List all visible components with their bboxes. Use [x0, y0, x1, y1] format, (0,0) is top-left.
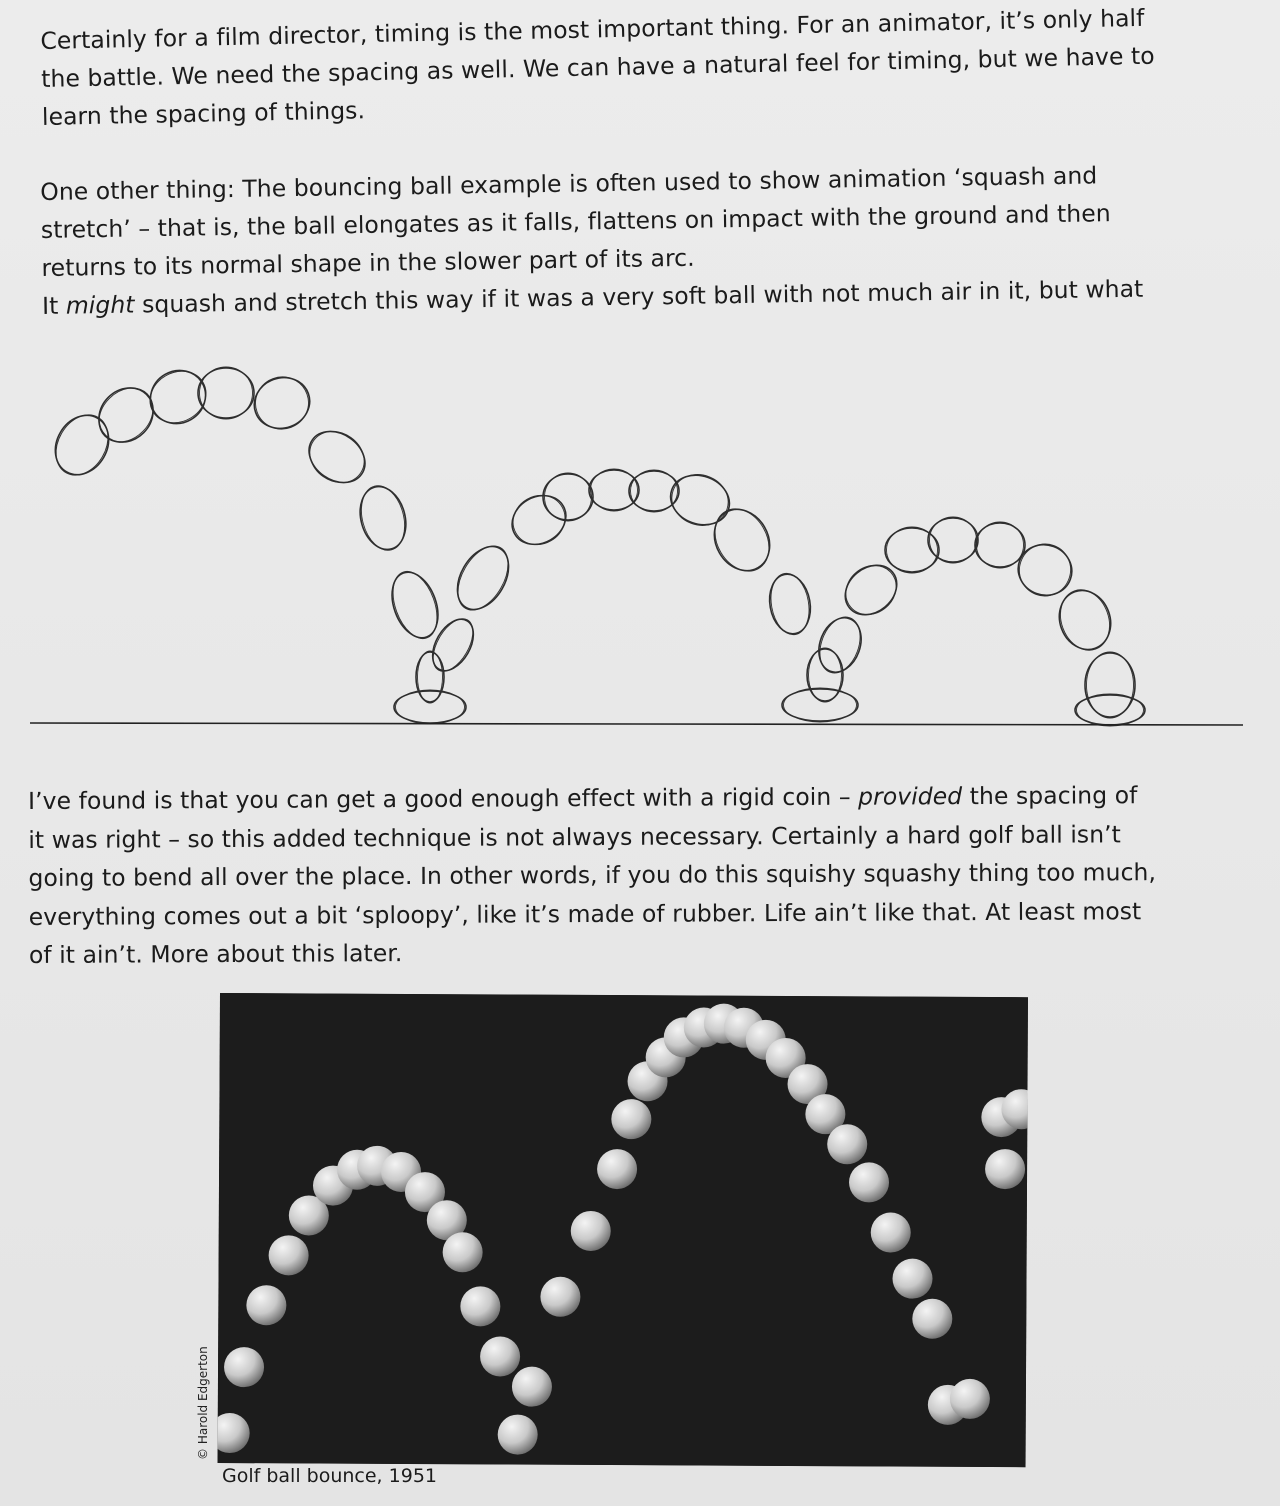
- golf-ball: [512, 1367, 552, 1407]
- sketched-ball: [809, 648, 842, 702]
- sketched-ball: [300, 421, 374, 493]
- sketched-ball: [141, 361, 216, 432]
- golf-ball: [540, 1277, 580, 1317]
- golf-ball: [571, 1211, 611, 1251]
- golf-ball: [224, 1347, 264, 1387]
- sketched-ball: [703, 499, 780, 580]
- ground-line: [30, 723, 1243, 725]
- golf-ball: [460, 1286, 500, 1326]
- golf-ball: [892, 1259, 932, 1299]
- sketched-ball: [425, 612, 481, 678]
- golf-ball: [443, 1232, 483, 1272]
- sketched-ball: [704, 499, 779, 581]
- paragraph-rigid-coin: [28, 776, 1156, 974]
- sketched-ball: [1077, 694, 1144, 726]
- sketched-ball: [384, 566, 447, 644]
- text-line: stretch’ – that is, the ball elongates as it falls, flattens on impact with the ground and then: [40, 199, 1111, 244]
- sketched-ball: [45, 406, 119, 485]
- sketched-ball: [1012, 537, 1078, 603]
- text-segment: It: [41, 291, 67, 320]
- text-segment: squash and stretch this way if it was a very soft ball with not much air in it, but what: [134, 274, 1144, 319]
- text-line: learn the spacing of things.: [41, 96, 366, 131]
- sketched-ball: [46, 406, 119, 485]
- text-line: One other thing: The bouncing ball example is often used to show animation ‘squash and: [40, 161, 1098, 206]
- golf-ball: [597, 1149, 637, 1189]
- golf-ball: [269, 1235, 309, 1275]
- sketched-ball: [1051, 583, 1119, 656]
- sketched-ball: [812, 612, 869, 678]
- sketched-ball: [355, 481, 412, 555]
- sketched-ball: [784, 688, 857, 722]
- golf-ball: [611, 1099, 651, 1139]
- italic-emphasis: provided: [858, 782, 963, 811]
- sketched-ball: [1011, 537, 1079, 602]
- sketched-ball: [977, 522, 1024, 568]
- golf-ball: [912, 1299, 952, 1339]
- sketched-ball: [247, 370, 317, 436]
- text-line: going to bend all over the place. In other words, if you do this squishy squashy thing too much,: [28, 858, 1157, 892]
- sketched-ball: [1087, 652, 1134, 718]
- paragraph-timing: [40, 0, 1156, 136]
- text-line: of it ain’t. More about this later.: [28, 939, 403, 969]
- golf-ball: [480, 1336, 520, 1376]
- golf-ball: [950, 1379, 990, 1419]
- text-line: [28, 776, 1156, 820]
- bouncing-ball-sketch: [0, 340, 1280, 740]
- golf-ball-photo: [218, 993, 1028, 1467]
- golf-ball: [498, 1414, 538, 1454]
- sketched-ball: [766, 570, 813, 637]
- italic-emphasis: might: [65, 290, 135, 320]
- golf-ball: [246, 1285, 286, 1325]
- sketched-ball: [664, 467, 737, 533]
- text-line: Certainly for a film director, timing is the most important thing. For an animator, it’s only half: [40, 3, 1145, 55]
- text-segment: the spacing of: [962, 781, 1138, 811]
- text-line: it was right – so this added technique is not always necessary. Certainly a hard golf ball isn’t: [28, 819, 1121, 854]
- sketched-ball: [200, 367, 253, 419]
- golf-ball: [871, 1212, 911, 1252]
- sketched-ball: [416, 652, 444, 702]
- sketched-ball: [813, 611, 868, 678]
- sketched-ball: [836, 555, 906, 624]
- sketched-ball: [1052, 583, 1117, 657]
- text-line: everything comes out a bit ‘sploopy’, like it’s made of rubber. Life ain’t like that. At least most: [28, 896, 1142, 931]
- text-line: the battle. We need the spacing as well. We can have a natural feel for timing, but we have to: [40, 41, 1155, 93]
- golf-ball: [985, 1149, 1025, 1189]
- sketched-ball: [396, 690, 465, 724]
- text-segment: I’ve found is that you can get a good enough effect with a rigid coin –: [28, 782, 859, 815]
- figure-caption: Golf ball bounce, 1951: [222, 1465, 437, 1487]
- text-line: returns to its normal shape in the slower part of its arc.: [41, 243, 695, 282]
- golf-ball: [827, 1124, 867, 1164]
- sketched-ball: [418, 651, 443, 703]
- photo-credit: © Harold Edgerton: [196, 1346, 210, 1460]
- sketched-ball: [248, 370, 316, 437]
- paragraph-squash-stretch: [40, 156, 1144, 325]
- golf-ball: [849, 1162, 889, 1202]
- sketched-ball: [765, 571, 815, 637]
